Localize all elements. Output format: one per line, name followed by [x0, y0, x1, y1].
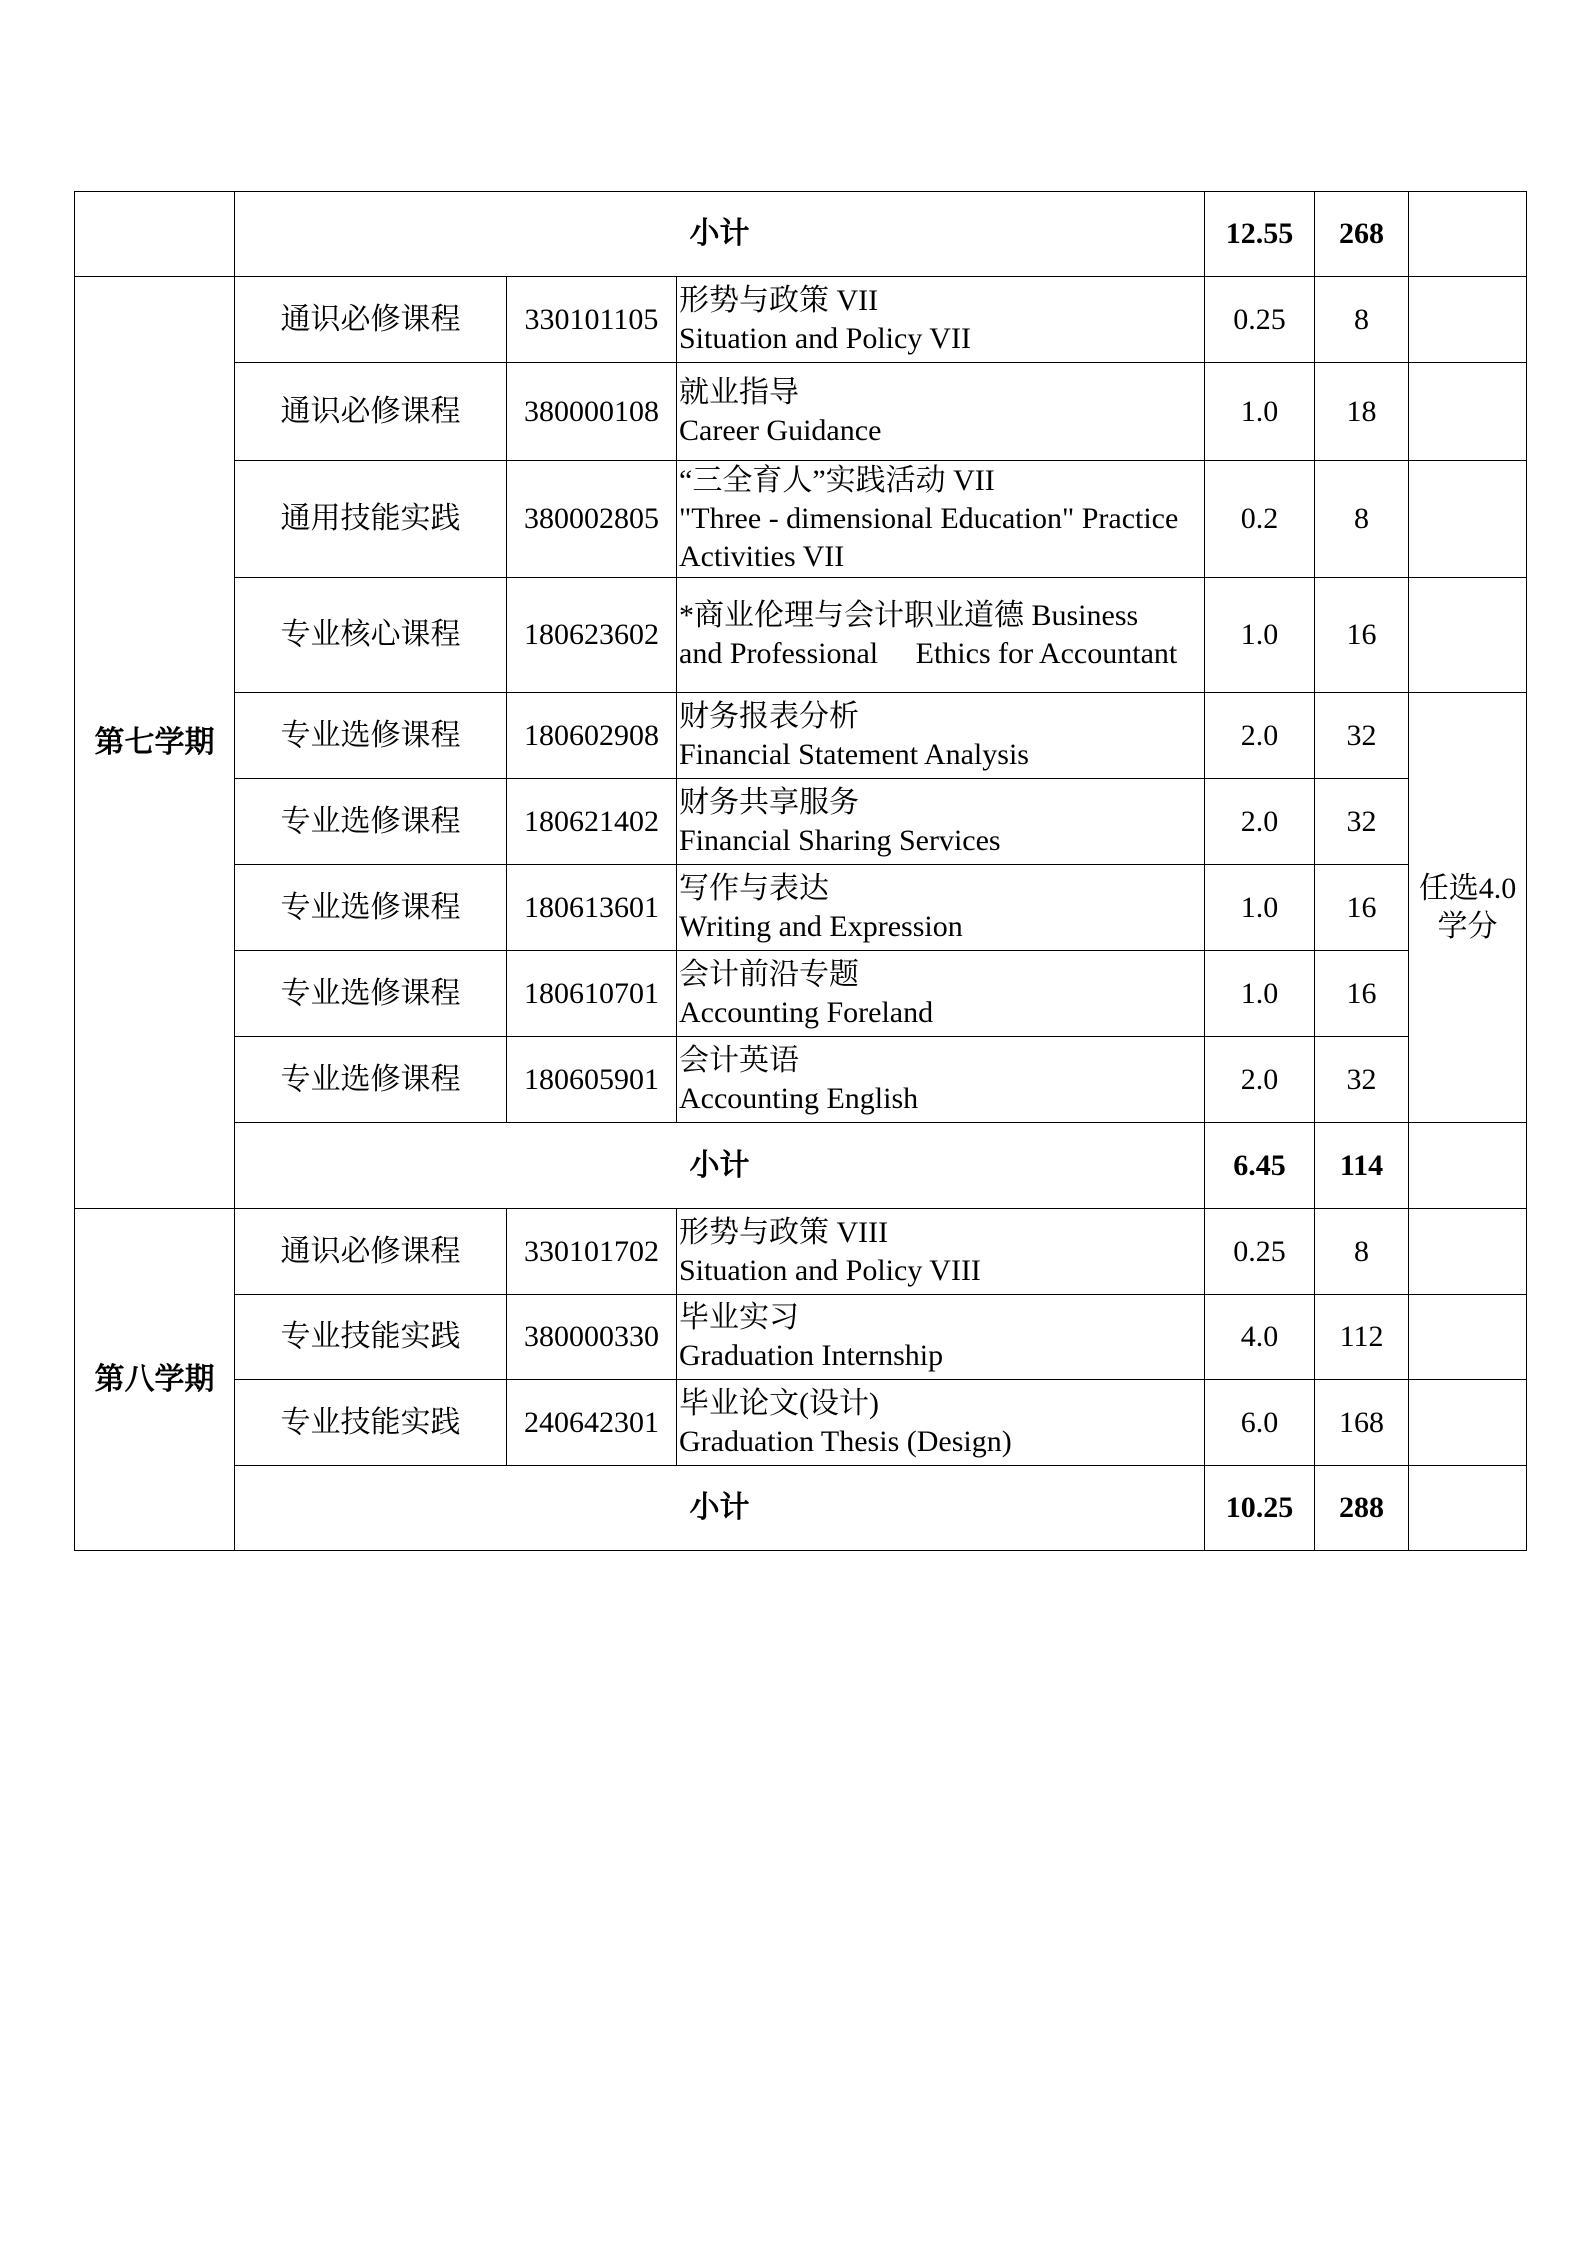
course-credits: 4.0	[1205, 1295, 1315, 1380]
course-credits: 2.0	[1205, 693, 1315, 779]
remark-cell	[1409, 461, 1527, 578]
remark-cell	[1409, 1295, 1527, 1380]
curriculum-table	[74, 191, 1527, 1551]
course-name-en: Financial Statement Analysis	[679, 737, 1029, 771]
course-hours: 32	[1315, 693, 1409, 779]
remark-cell	[1409, 1123, 1527, 1209]
table-row	[75, 865, 1527, 951]
course-hours: 32	[1315, 1037, 1409, 1123]
table-row	[75, 1380, 1527, 1466]
course-credits: 2.0	[1205, 1037, 1315, 1123]
table-row	[75, 277, 1527, 363]
course-name-en: Situation and Policy VII	[679, 321, 971, 355]
course-name-cn: 毕业论文(设计)	[679, 1386, 879, 1420]
course-credits: 1.0	[1205, 865, 1315, 951]
course-credits: 0.2	[1205, 461, 1315, 578]
course-hours: 8	[1315, 461, 1409, 578]
course-code: 180621402	[507, 779, 677, 865]
course-credits: 0.25	[1205, 1209, 1315, 1295]
course-name	[677, 779, 1205, 865]
remark-cell	[1409, 1380, 1527, 1466]
course-name-en: Career Guidance	[679, 413, 882, 447]
course-type: 通用技能实践	[235, 461, 507, 578]
course-name-en: Graduation Internship	[679, 1339, 944, 1372]
course-type: 专业选修课程	[235, 1037, 507, 1123]
course-name	[677, 693, 1205, 779]
course-hours: 16	[1315, 865, 1409, 951]
course-credits: 1.0	[1205, 578, 1315, 693]
course-type: 专业选修课程	[235, 693, 507, 779]
course-name-cn: 财务共享服务	[679, 785, 859, 819]
course-code: 180610701	[507, 951, 677, 1037]
course-name-cn: 就业指导	[679, 375, 799, 409]
course-name	[677, 1037, 1205, 1123]
course-hours: 32	[1315, 779, 1409, 865]
course-name-cn: 形势与政策 VII	[679, 283, 879, 317]
table-row	[75, 461, 1527, 578]
course-name-en: Situation and Policy VIII	[679, 1253, 981, 1287]
course-credits: 0.25	[1205, 277, 1315, 363]
course-type: 通识必修课程	[235, 277, 507, 363]
course-hours: 18	[1315, 363, 1409, 461]
course-name-en: Financial Sharing Services	[679, 823, 1001, 857]
remark-cell	[1409, 1466, 1527, 1551]
course-type: 专业核心课程	[235, 578, 507, 693]
elective-note: 任选4.0学分	[1409, 693, 1527, 1123]
course-hours: 16	[1315, 951, 1409, 1037]
course-name-cn: 会计前沿专题	[679, 957, 859, 991]
course-code: 180613601	[507, 865, 677, 951]
course-hours: 168	[1315, 1380, 1409, 1466]
remark-cell	[1409, 578, 1527, 693]
course-type: 专业选修课程	[235, 865, 507, 951]
course-credits: 1.0	[1205, 363, 1315, 461]
course-type: 专业技能实践	[235, 1295, 507, 1380]
empty-semester-cell	[75, 192, 235, 277]
course-credits: 1.0	[1205, 951, 1315, 1037]
course-name	[677, 461, 1205, 578]
subtotal-credits: 12.55	[1205, 192, 1315, 277]
course-name	[677, 1380, 1205, 1466]
table-row	[75, 1037, 1527, 1123]
course-type: 专业选修课程	[235, 779, 507, 865]
course-type: 专业技能实践	[235, 1380, 507, 1466]
subtotal-label: 小计	[235, 192, 1205, 277]
course-name-cn: *商业伦理与会计职业道德 Business	[679, 599, 1139, 632]
table-row	[75, 1209, 1527, 1295]
course-name	[677, 951, 1205, 1037]
course-credits: 2.0	[1205, 779, 1315, 865]
course-name	[677, 363, 1205, 461]
remark-cell	[1409, 277, 1527, 363]
remark-cell	[1409, 192, 1527, 277]
subtotal-label: 小计	[235, 1466, 1205, 1551]
subtotal-hours: 288	[1315, 1466, 1409, 1551]
course-code: 380000108	[507, 363, 677, 461]
table-row	[75, 363, 1527, 461]
remark-cell	[1409, 1209, 1527, 1295]
course-name-cn: 毕业实习	[679, 1301, 799, 1334]
table-row	[75, 693, 1527, 779]
table-row	[75, 951, 1527, 1037]
course-hours: 8	[1315, 277, 1409, 363]
course-code: 380002805	[507, 461, 677, 578]
course-name-en: Accounting Foreland	[679, 995, 934, 1029]
course-hours: 8	[1315, 1209, 1409, 1295]
subtotal-credits: 10.25	[1205, 1466, 1315, 1551]
course-name-cn: 形势与政策 VIII	[679, 1215, 889, 1249]
course-name-en: Graduation Thesis (Design)	[679, 1424, 1012, 1458]
subtotal-hours: 114	[1315, 1123, 1409, 1209]
course-credits: 6.0	[1205, 1380, 1315, 1466]
course-code: 180623602	[507, 578, 677, 693]
course-type: 专业选修课程	[235, 951, 507, 1037]
semester-label: 第八学期	[75, 1209, 235, 1551]
course-code: 180602908	[507, 693, 677, 779]
course-name	[677, 277, 1205, 363]
course-code: 330101105	[507, 277, 677, 363]
course-name-en: Accounting English	[679, 1081, 919, 1115]
course-type: 通识必修课程	[235, 363, 507, 461]
course-code: 380000330	[507, 1295, 677, 1380]
course-name	[677, 578, 1205, 693]
course-name-en: "Three - dimensional Education" Practice Activities VII	[679, 502, 1185, 573]
course-type: 通识必修课程	[235, 1209, 507, 1295]
subtotal-row	[75, 1123, 1527, 1209]
remark-cell	[1409, 363, 1527, 461]
course-hours: 112	[1315, 1295, 1409, 1380]
course-name-cn: 财务报表分析	[679, 699, 859, 733]
table-row	[75, 779, 1527, 865]
course-name-cn: “三全育人”实践活动 VII	[679, 464, 995, 497]
course-name	[677, 1295, 1205, 1380]
course-code: 240642301	[507, 1380, 677, 1466]
course-name-en: Writing and Expression	[679, 909, 963, 943]
table-row	[75, 1295, 1527, 1380]
course-name-cn: 会计英语	[679, 1043, 799, 1077]
subtotal-label: 小计	[235, 1123, 1205, 1209]
subtotal-credits: 6.45	[1205, 1123, 1315, 1209]
course-name-en: and Professional Ethics for Accountant	[679, 637, 1178, 670]
course-hours: 16	[1315, 578, 1409, 693]
course-name-cn: 写作与表达	[679, 871, 829, 905]
course-code: 180605901	[507, 1037, 677, 1123]
subtotal-row	[75, 1466, 1527, 1551]
table-row	[75, 578, 1527, 693]
course-name	[677, 865, 1205, 951]
semester-label: 第七学期	[75, 277, 235, 1209]
subtotal-hours: 268	[1315, 192, 1409, 277]
course-name	[677, 1209, 1205, 1295]
subtotal-row-top	[75, 192, 1527, 277]
course-code: 330101702	[507, 1209, 677, 1295]
